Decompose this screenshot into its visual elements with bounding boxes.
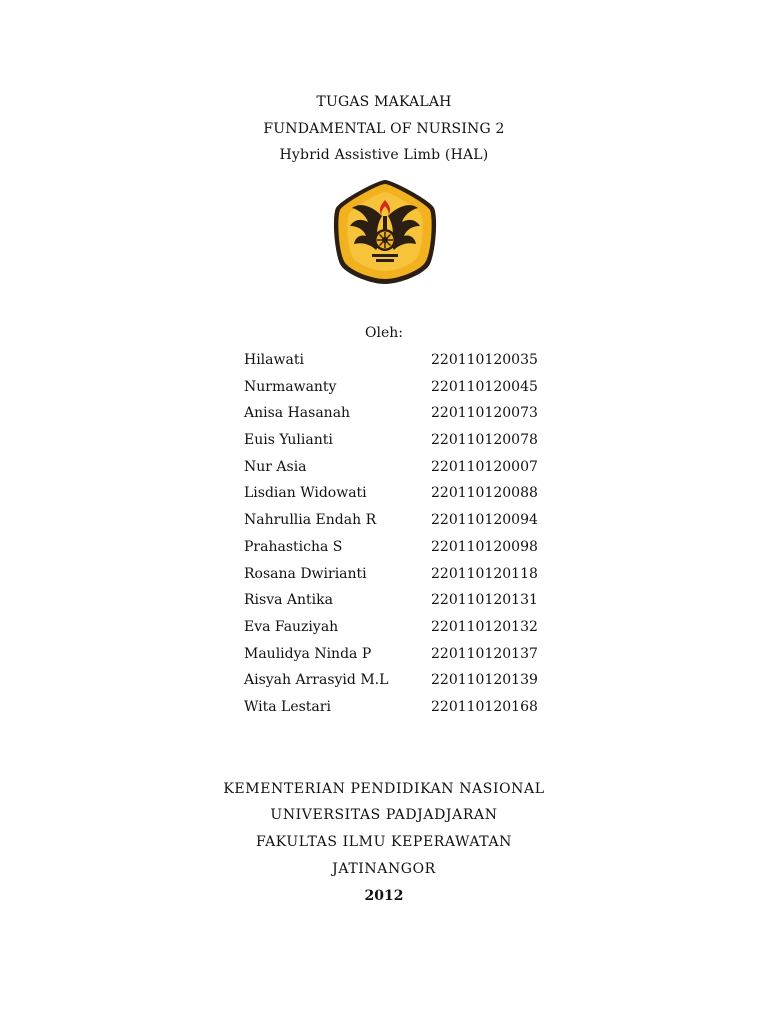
author-name: Euis Yulianti bbox=[244, 432, 333, 449]
author-student-id: 220110120078 bbox=[431, 432, 538, 449]
paper-topic-title: Hybrid Assistive Limb (HAL) bbox=[279, 147, 489, 163]
author-student-id: 220110120139 bbox=[431, 672, 538, 689]
author-student-id: 220110120168 bbox=[431, 698, 538, 715]
city-name: JATINANGOR bbox=[332, 861, 436, 877]
author-row bbox=[244, 538, 544, 565]
course-title: FUNDAMENTAL OF NURSING 2 bbox=[263, 121, 505, 137]
author-student-id: 220110120137 bbox=[431, 645, 538, 662]
author-student-id: 220110120073 bbox=[431, 405, 538, 422]
author-student-id: 220110120035 bbox=[431, 352, 538, 368]
author-student-id: 220110120131 bbox=[431, 592, 538, 609]
author-student-id: 220110120098 bbox=[431, 538, 538, 555]
author-name: Lisdian Widowati bbox=[244, 485, 367, 502]
author-row bbox=[244, 431, 544, 458]
author-name: Hilawati bbox=[244, 352, 304, 368]
author-name: Risva Antika bbox=[244, 592, 333, 609]
author-name: Nahrullia Endah R bbox=[244, 512, 377, 529]
author-student-id: 220110120088 bbox=[431, 485, 538, 502]
author-name: Nur Asia bbox=[244, 458, 307, 475]
author-row bbox=[244, 378, 544, 405]
author-student-id: 220110120118 bbox=[431, 565, 538, 582]
author-name: Anisa Hasanah bbox=[244, 405, 351, 422]
university-name: UNIVERSITAS PADJADJARAN bbox=[270, 807, 498, 823]
document-type-title: TUGAS MAKALAH bbox=[316, 94, 452, 110]
author-row bbox=[244, 351, 544, 378]
author-row bbox=[244, 458, 544, 485]
author-row bbox=[244, 565, 544, 592]
author-student-id: 220110120007 bbox=[431, 458, 538, 475]
author-student-id: 220110120045 bbox=[431, 378, 538, 395]
author-row bbox=[244, 645, 544, 672]
author-row bbox=[244, 591, 544, 618]
author-list bbox=[244, 351, 544, 725]
author-row bbox=[244, 404, 544, 431]
author-name: Eva Fauziyah bbox=[244, 618, 339, 635]
author-row bbox=[244, 511, 544, 538]
author-name: Aisyah Arrasyid M.L bbox=[244, 672, 389, 689]
faculty-name: FAKULTAS ILMU KEPERAWATAN bbox=[255, 834, 513, 850]
ministry-name: KEMENTERIAN PENDIDIKAN NASIONAL bbox=[223, 781, 545, 797]
author-name: Wita Lestari bbox=[244, 698, 331, 715]
year: 2012 bbox=[364, 888, 404, 904]
author-student-id: 220110120132 bbox=[431, 618, 538, 635]
author-name: Rosana Dwirianti bbox=[244, 565, 367, 582]
authors-label: Oleh: bbox=[365, 325, 403, 341]
university-emblem-icon bbox=[330, 178, 440, 286]
author-name: Nurmawanty bbox=[244, 378, 337, 395]
author-row bbox=[244, 484, 544, 511]
author-row bbox=[244, 618, 544, 645]
author-student-id: 220110120094 bbox=[431, 512, 538, 529]
author-row bbox=[244, 671, 544, 698]
author-name: Maulidya Ninda P bbox=[244, 645, 372, 662]
author-row bbox=[244, 698, 544, 725]
author-name: Prahasticha S bbox=[244, 538, 343, 555]
